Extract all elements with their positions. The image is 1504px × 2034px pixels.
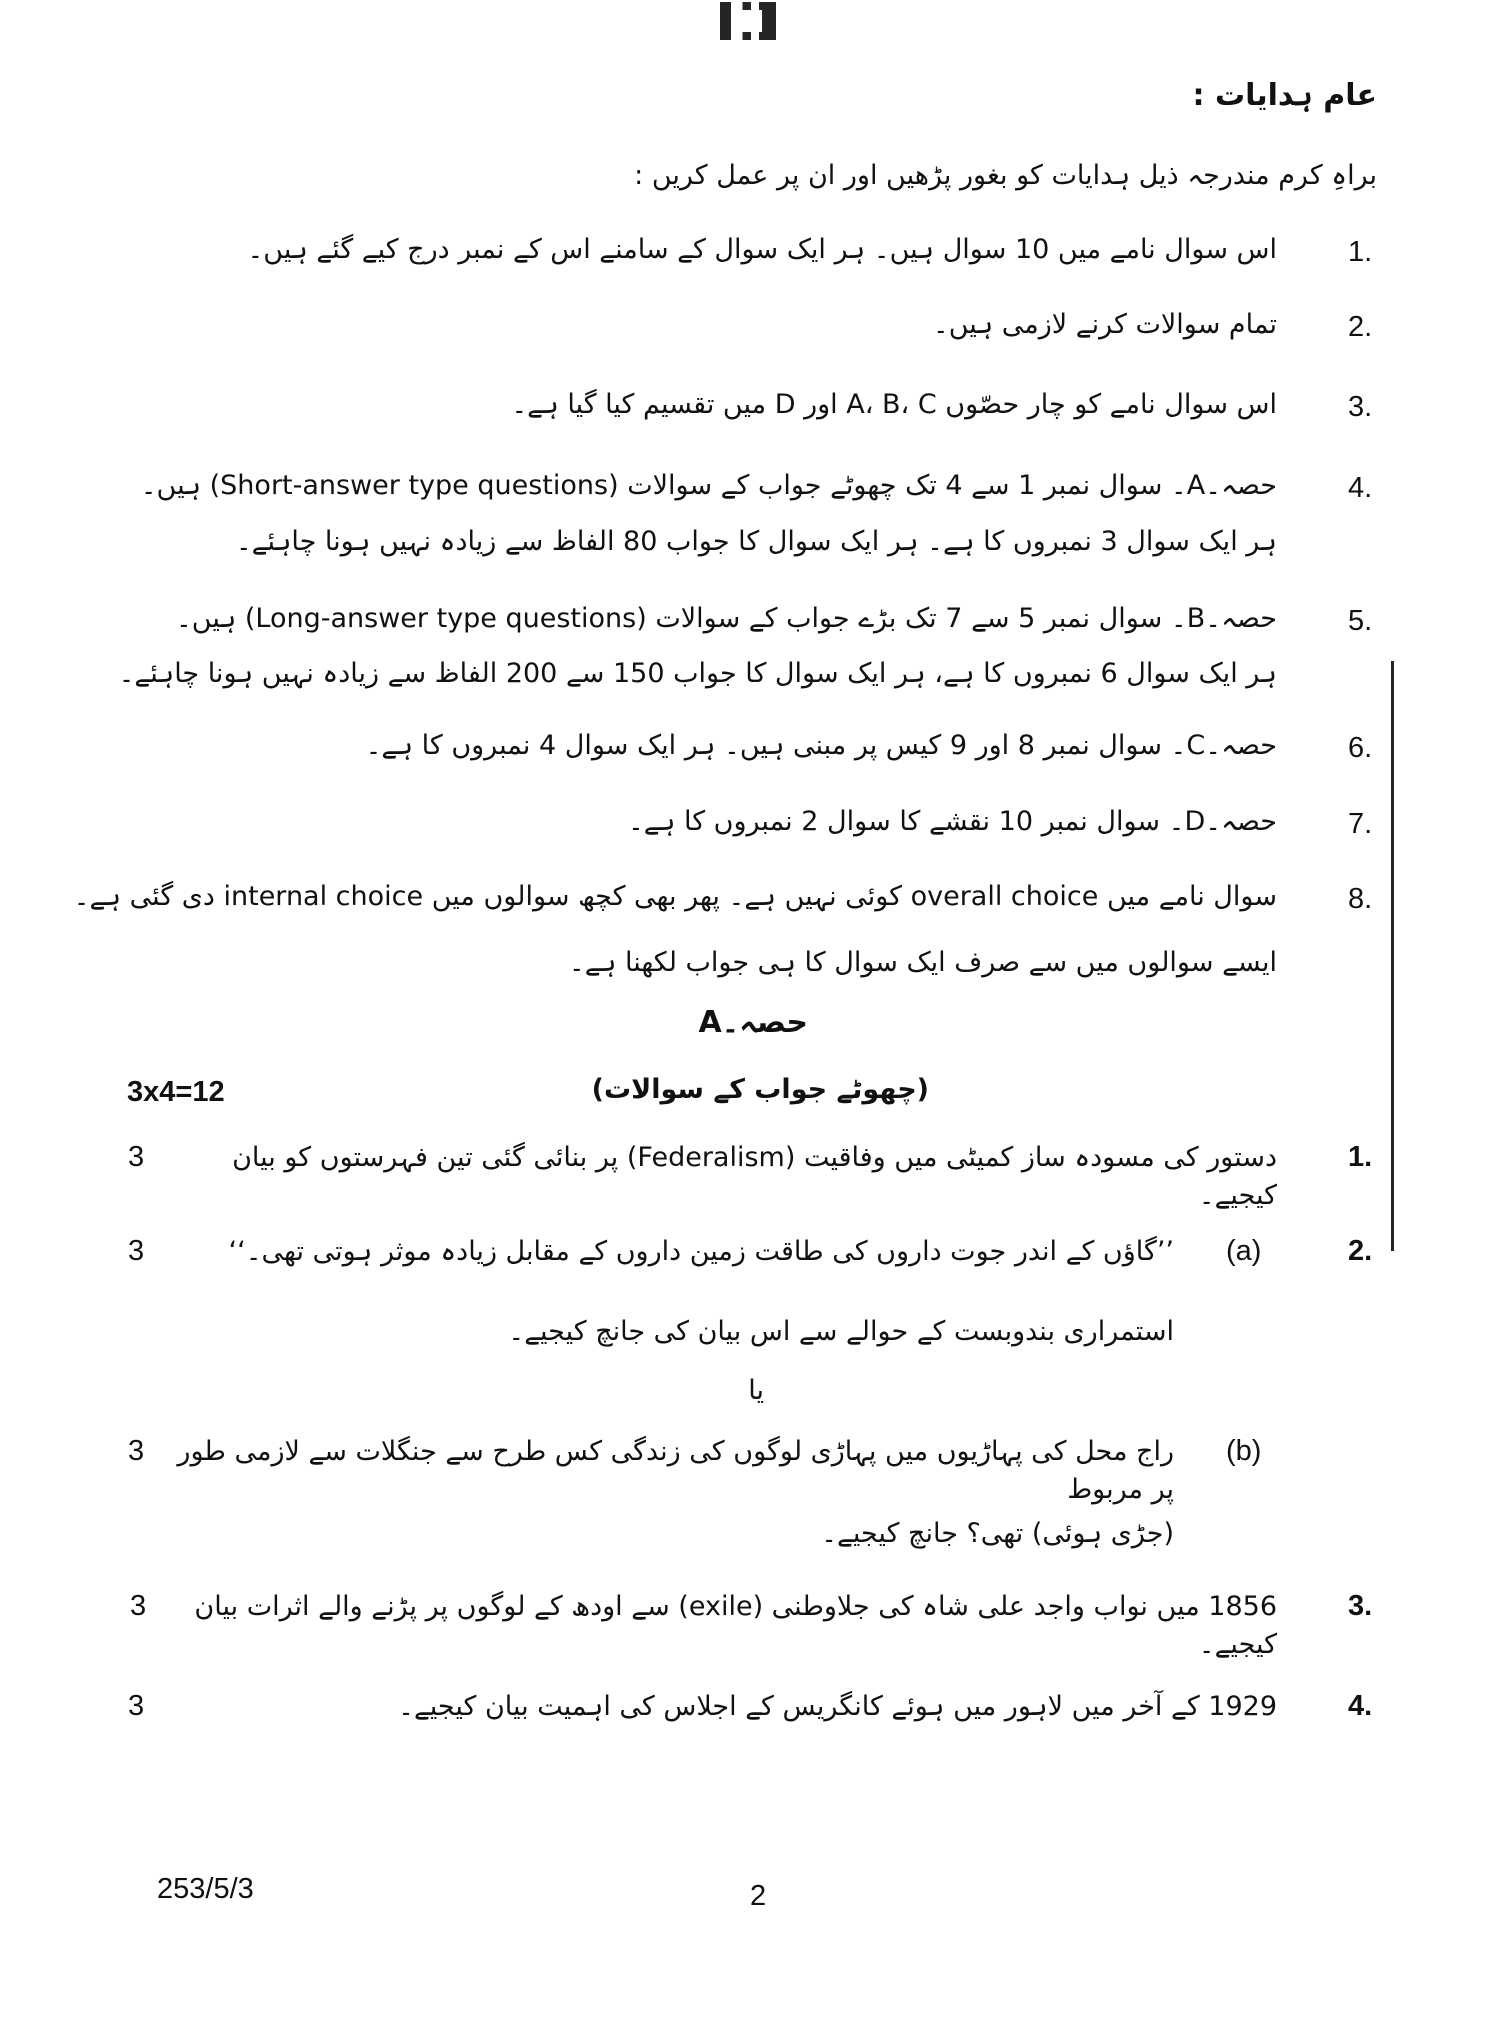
question-text: استمراری بندوبست کے حوالے سے اس بیان کی جانچ کیجیے۔ <box>508 1316 1174 1347</box>
item-number: 8. <box>1348 883 1373 915</box>
item-number: 2. <box>1348 311 1373 343</box>
item-text: اس سوال نامے کو چار حصّوں A، B، C اور D میں تقسیم کیا گیا ہے۔ <box>511 389 1277 420</box>
question-number: 3. <box>1348 1590 1373 1622</box>
question-text: 1856 میں نواب واجد علی شاہ کی جلاوطنی (exile) سے اودھ کے لوگوں پر پڑنے والے اثرات بیان کیجیے۔ <box>194 1591 1277 1660</box>
page-number: 2 <box>750 1880 767 1912</box>
option-label-a: (a) <box>1226 1235 1262 1267</box>
section-title: حصہ۔A <box>698 1005 808 1040</box>
question-text: دستور کی مسودہ ساز کمیٹی میں وفاقیت (Federalism) پر بنائی گئی تین فہرستوں کو بیان کیجیے۔ <box>232 1142 1277 1211</box>
question-marks: 3 <box>130 1590 147 1622</box>
question-text: 1929 کے آخر میں لاہور میں ہوئے کانگریس کے اجلاس کی اہمیت بیان کیجیے۔ <box>398 1691 1277 1722</box>
question-marks: 3 <box>128 1435 145 1467</box>
qr-code <box>720 2 776 40</box>
option-label-b: (b) <box>1226 1435 1262 1467</box>
item-number: 7. <box>1348 808 1373 840</box>
item-number: 3. <box>1348 391 1373 423</box>
instructions-intro: براہِ کرم مندرجہ ذیل ہدایات کو بغور پڑھیں اور ان پر عمل کریں : <box>634 160 1377 191</box>
item-number: 6. <box>1348 732 1373 764</box>
item-number: 5. <box>1348 605 1373 637</box>
question-marks: 3 <box>128 1141 145 1173</box>
section-subtitle: (چھوٹے جواب کے سوالات) <box>591 1074 929 1105</box>
item-number: 1. <box>1348 236 1373 268</box>
question-number: 2. <box>1348 1235 1373 1267</box>
item-text: حصہ۔B۔ سوال نمبر 5 سے 7 تک بڑے جواب کے سوالات (Long-answer type questions) ہیں۔ <box>175 603 1277 634</box>
item-text: سوال نامے میں overall choice کوئی نہیں ہے۔ پھر بھی کچھ سوالوں میں internal choice دی گئی ہے۔ <box>73 881 1277 912</box>
item-text: اس سوال نامے میں 10 سوال ہیں۔ ہر ایک سوال کے سامنے اس کے نمبر درج کیے گئے ہیں۔ <box>247 234 1277 265</box>
item-text: حصہ۔D۔ سوال نمبر 10 نقشے کا سوال 2 نمبروں کا ہے۔ <box>627 806 1277 837</box>
item-text: تمام سوالات کرنے لازمی ہیں۔ <box>932 309 1277 340</box>
question-text: (جڑی ہوئی) تھی؟ جانچ کیجیے۔ <box>821 1518 1174 1549</box>
question-text: راج محل کی پہاڑیوں میں پہاڑی لوگوں کی زندگی کس طرح سے جنگلات سے لازمی طور پر مربوط <box>177 1436 1174 1505</box>
item-text: ہر ایک سوال 6 نمبروں کا ہے، ہر ایک سوال کا جواب 150 سے 200 الفاظ سے زیادہ نہیں ہونا چاہئے۔ <box>118 658 1277 689</box>
question-marks: 3 <box>128 1235 145 1267</box>
question-number: 1. <box>1348 1141 1373 1173</box>
section-marks-total: 3x4=12 <box>127 1076 225 1108</box>
question-number: 4. <box>1348 1690 1373 1722</box>
item-text: حصہ۔A۔ سوال نمبر 1 سے 4 تک چھوٹے جواب کے سوالات (Short-answer type questions) ہیں۔ <box>140 470 1277 501</box>
question-text: ’’گاؤں کے اندر جوت داروں کی طاقت زمین داروں کے مقابل زیادہ موثر ہوتی تھی۔‘‘ <box>228 1236 1174 1267</box>
instructions-heading: عام ہدایات : <box>1192 78 1377 113</box>
or-separator: یا <box>748 1375 764 1406</box>
question-marks: 3 <box>128 1690 145 1722</box>
item-text: ایسے سوالوں میں سے صرف ایک سوال کا ہی جواب لکھنا ہے۔ <box>568 947 1277 978</box>
item-text: حصہ۔C۔ سوال نمبر 8 اور 9 کیس پر مبنی ہیں۔ ہر ایک سوال 4 نمبروں کا ہے۔ <box>365 730 1277 761</box>
margin-line <box>1391 661 1394 1251</box>
paper-code: 253/5/3 <box>157 1873 254 1905</box>
item-text: ہر ایک سوال 3 نمبروں کا ہے۔ ہر ایک سوال کا جواب 80 الفاظ سے زیادہ نہیں ہونا چاہئے۔ <box>235 526 1277 557</box>
item-number: 4. <box>1348 472 1373 504</box>
